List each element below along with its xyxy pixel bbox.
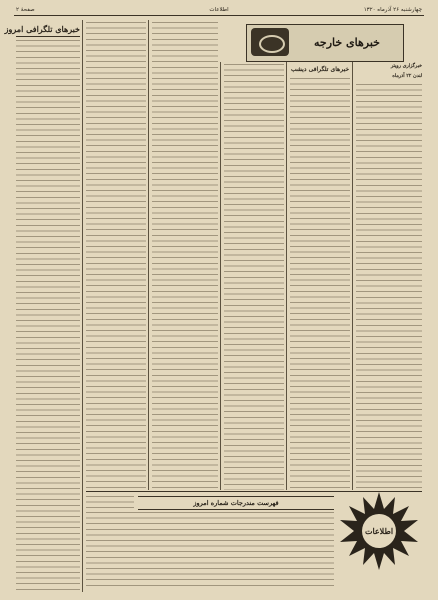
column-telegram-today xyxy=(4,22,80,590)
column-rule xyxy=(352,62,353,490)
reuters-label: خبرگزاری رویتر xyxy=(390,63,422,69)
foreign-news-title: خبرهای خارجه xyxy=(314,36,380,49)
column-rule xyxy=(148,20,149,490)
newspaper-emblem xyxy=(340,492,418,570)
paper-name: اطلاعات xyxy=(209,7,229,13)
article-text xyxy=(86,512,334,588)
column-4 xyxy=(224,64,284,490)
section-title-telegram-west: خبرهای تلگرافی دیشب xyxy=(290,66,350,73)
column-rule xyxy=(220,62,221,490)
article-text xyxy=(152,22,218,490)
index-text xyxy=(86,512,334,588)
index-side-text xyxy=(86,496,134,510)
article-text xyxy=(224,64,284,490)
emblem-text: اطلاعات xyxy=(364,526,394,536)
column-5 xyxy=(290,64,350,490)
city-dateline: لندن ۲۲ آذرماه xyxy=(392,72,422,79)
page-number: صفحهٔ ۲ xyxy=(16,7,35,13)
article-text xyxy=(86,496,134,510)
globe-icon xyxy=(251,28,289,56)
column-rule xyxy=(286,62,287,490)
column-6 xyxy=(356,64,422,490)
article-text xyxy=(356,84,422,490)
column-2 xyxy=(86,22,146,490)
article-text xyxy=(16,40,80,590)
article-text xyxy=(290,78,350,490)
section-title-telegram-today: خبرهای تلگرافی امروز xyxy=(16,22,80,37)
foreign-news-banner xyxy=(246,24,404,62)
index-title: فهرست مندرجات شماره امروز xyxy=(138,496,334,510)
issue-date: چهارشنبه ۲۶ آذرماه ۱۳۲۰ xyxy=(363,7,422,13)
column-rule xyxy=(82,20,83,592)
article-text xyxy=(86,22,146,490)
column-3 xyxy=(152,22,218,490)
page-header xyxy=(14,6,424,16)
